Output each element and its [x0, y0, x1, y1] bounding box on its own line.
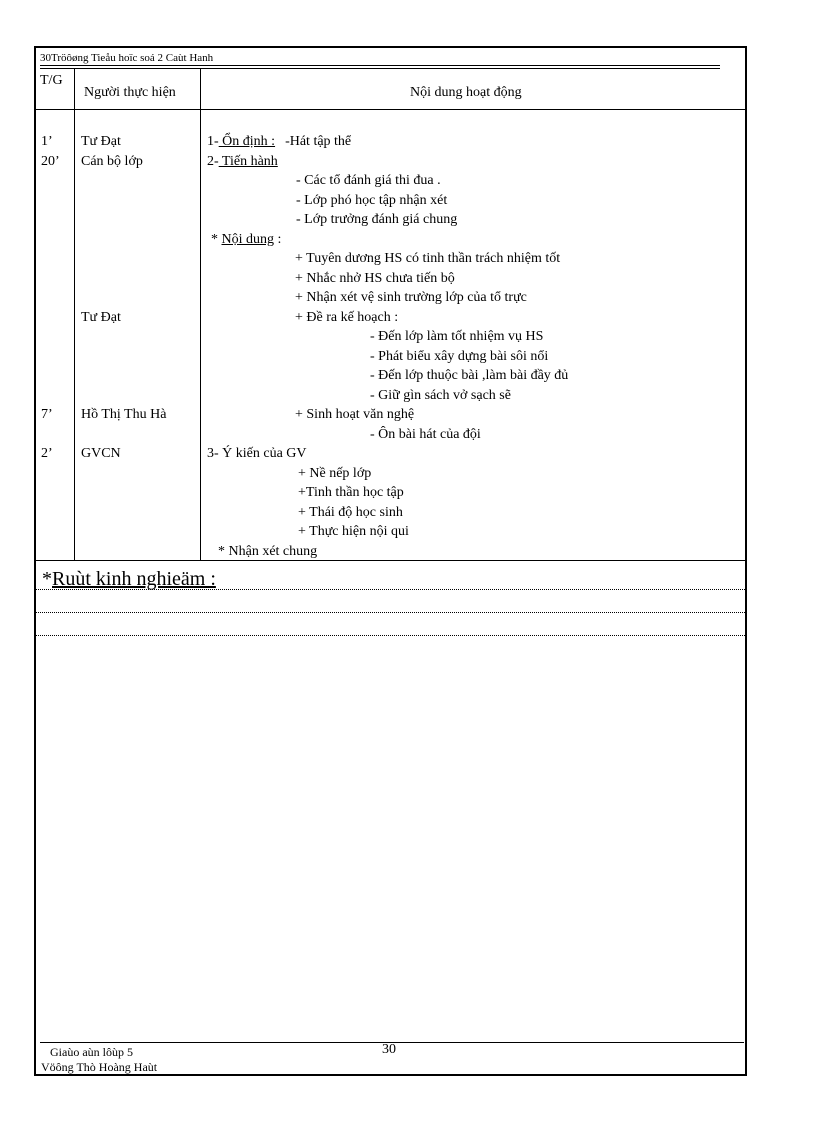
- rut-label: Ruùt kinh nghieäm :: [52, 568, 216, 590]
- plus-item: + Đề ra kế hoạch :: [295, 310, 399, 325]
- header-content: Nội dung hoạt động: [410, 85, 522, 100]
- row3-content: + Sinh hoạt văn nghệ: [295, 407, 415, 422]
- header-time: T/G: [40, 73, 63, 88]
- dotted-line: [36, 589, 745, 590]
- step-item: - Lớp trưởng đánh giá chung: [296, 212, 458, 227]
- row2-time: 20’: [41, 154, 60, 169]
- row3-sub: - Ôn bài hát của đội: [370, 427, 481, 442]
- dotted-line: [36, 635, 745, 636]
- table-bottom-rule: [36, 560, 745, 561]
- noidung-star: *: [211, 232, 222, 247]
- row1-time: 1’: [41, 134, 53, 149]
- rut-star: *: [42, 568, 52, 590]
- table-header-rule: [36, 109, 745, 110]
- noidung-label: Nội dung: [221, 232, 274, 247]
- plus-item: + Nhắc nhở HS chưa tiến bộ: [295, 271, 455, 286]
- dotted-line: [36, 612, 745, 613]
- gv-item: + Thực hiện nội qui: [298, 524, 409, 539]
- row2-person: Cán bộ lớp: [81, 154, 143, 169]
- footer-title: Giaùo aùn lôùp 5: [50, 1045, 133, 1059]
- gv-item: + Thái độ học sinh: [298, 505, 403, 520]
- row1-title: Ổn định :: [218, 134, 276, 149]
- plan-item: - Giữ gìn sách vở sạch sẽ: [370, 388, 511, 403]
- nhan-xet-chung: * Nhận xét chung: [218, 544, 318, 559]
- step-item: - Lớp phó học tập nhận xét: [296, 193, 448, 208]
- noidung-colon: :: [274, 232, 282, 247]
- school-header: 30Tröôøng Tieåu hoïc soá 2 Caùt Hanh: [40, 52, 214, 64]
- row4-content: 3- Ý kiến của GV: [207, 446, 307, 461]
- row3-time: 7’: [41, 407, 53, 422]
- row1-person: Tư Đạt: [81, 134, 121, 149]
- row1-content: [207, 133, 351, 151]
- row1-text: -Hát tập thể: [285, 134, 352, 149]
- noidung-heading: [211, 231, 281, 249]
- plan-item: - Phát biểu xây dựng bài sôi nổi: [370, 349, 549, 364]
- header-person: Người thực hiện: [84, 85, 176, 100]
- page-number: 30: [382, 1042, 396, 1057]
- row2-num: 2-: [207, 154, 219, 169]
- row4-person: GVCN: [81, 446, 121, 461]
- plan-person: Tư Đạt: [81, 310, 121, 325]
- gv-item: + Nề nếp lớp: [298, 466, 372, 481]
- step-item: - Các tổ đánh giá thi đua .: [296, 173, 441, 188]
- footer-author: Vöông Thò Hoàng Haùt: [41, 1060, 158, 1074]
- row3-person: Hồ Thị Thu Hà: [81, 407, 167, 422]
- rut-kinh-nghiem-heading: [42, 567, 216, 591]
- plan-item: - Đến lớp làm tốt nhiệm vụ HS: [370, 329, 544, 344]
- gv-item: +Tinh thần học tập: [298, 485, 404, 500]
- header-rule-double: [40, 68, 720, 69]
- column-divider-1: [74, 69, 75, 561]
- plan-item: - Đến lớp thuộc bài ,làm bài đầy đủ: [370, 368, 569, 383]
- row2-content: [207, 153, 278, 171]
- plus-item: + Nhận xét vệ sinh trường lớp của tổ trực: [295, 290, 527, 305]
- column-divider-2: [200, 69, 201, 561]
- plus-item: + Tuyên dương HS có tinh thần trách nhiệm tốt: [295, 251, 561, 266]
- header-rule: [40, 65, 720, 66]
- row4-time: 2’: [41, 446, 53, 461]
- row2-title: Tiến hành: [218, 154, 278, 169]
- row1-num: 1-: [207, 134, 219, 149]
